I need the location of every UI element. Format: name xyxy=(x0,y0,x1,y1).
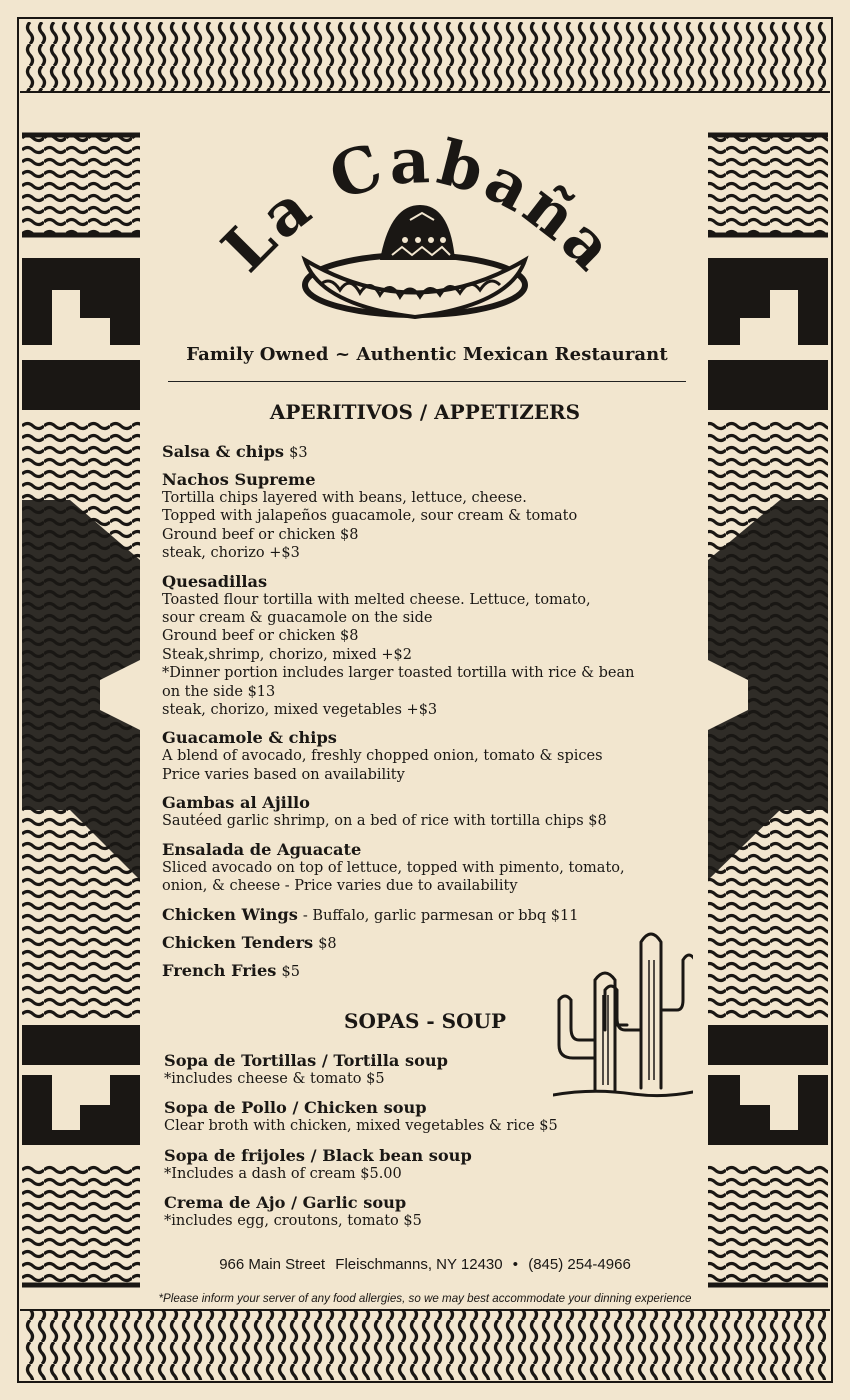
soup-item-name: Sopa de Tortillas / Tortilla soup xyxy=(164,1051,448,1070)
appetizer-item-description: Price varies based on availability xyxy=(162,766,405,783)
appetizer-item xyxy=(162,470,722,563)
right-border-column xyxy=(708,135,828,1285)
allergy-note: *Please inform your server of any food allergies, so we may best accommodate your dinning experience xyxy=(158,1292,692,1305)
appetizer-item-price: $5 xyxy=(281,963,300,980)
appetizer-item-name: Chicken Wings xyxy=(162,904,298,924)
appetizer-item-description: *Dinner portion includes larger toasted tortilla with rice & bean xyxy=(162,665,635,682)
appetizer-item-description: steak, chorizo, mixed vegetables +$3 xyxy=(162,702,438,719)
soup-item-name: Sopa de frijoles / Black bean soup xyxy=(164,1145,472,1165)
appetizer-item-description: steak, chorizo +$3 xyxy=(162,545,300,562)
appetizer-item-price: $3 xyxy=(289,445,308,461)
appetizer-item-name: Chicken Tenders xyxy=(162,932,314,952)
brand-name: La Cabaña xyxy=(207,123,631,287)
appetizer-item xyxy=(162,572,722,720)
appetizer-list xyxy=(162,442,722,989)
appetizer-item-description: on the side $13 xyxy=(162,683,276,700)
soup-item-description: *includes cheese & tomato $5 xyxy=(164,1071,385,1087)
city-address: Fleischmanns, NY 12430 xyxy=(335,1256,503,1273)
appetizer-item-description: Topped with jalapeños guacamole, sour cream & tomato xyxy=(162,508,578,525)
appetizer-item-description: sour cream & guacamole on the side xyxy=(162,610,433,627)
street-address: 966 Main Street xyxy=(219,1256,326,1273)
appetizer-item xyxy=(162,728,722,784)
soup-item-description: *Includes a dash of cream $5.00 xyxy=(164,1165,402,1182)
appetizer-item-description: Tortilla chips layered with beans, lettuce, cheese. xyxy=(162,490,527,506)
appetizer-item-name: Ensalada de Aguacate xyxy=(162,839,362,859)
cactus-icon xyxy=(553,920,693,1100)
soup-item-name: Crema de Ajo / Garlic soup xyxy=(164,1193,407,1213)
appetizer-item xyxy=(162,793,722,830)
appetizer-item-name: Guacamole & chips xyxy=(162,728,337,748)
soups-title: SOPAS - SOUP xyxy=(344,1009,506,1033)
appetizer-item-name: French Fries xyxy=(162,960,277,980)
soup-item-name: Sopa de Pollo / Chicken soup xyxy=(164,1098,427,1118)
sombrero-icon xyxy=(305,205,525,317)
appetizer-item-description: Steak,shrimp, chorizo, mixed +$2 xyxy=(162,646,412,663)
appetizer-item-name: Gambas al Ajillo xyxy=(162,793,310,813)
menu-content xyxy=(160,0,700,1400)
appetizer-item-description: Toasted flour tortilla with melted cheese. Lettuce, tomato, xyxy=(162,591,591,608)
soup-item-description: *includes egg, croutons, tomato $5 xyxy=(164,1213,422,1230)
appetizers-title: APERITIVOS / APPETIZERS xyxy=(269,400,581,424)
soup-item-description: Clear broth with chicken, mixed vegetables & rice $5 xyxy=(164,1118,558,1135)
soup-item xyxy=(164,1098,724,1135)
appetizer-item-description: Sautéed garlic shrimp, on a bed of rice with tortilla chips $8 xyxy=(162,813,607,830)
separator: • xyxy=(512,1256,519,1273)
appetizer-item-description: Ground beef or chicken $8 xyxy=(162,628,359,645)
appetizer-item xyxy=(162,840,722,896)
soup-item xyxy=(164,1193,724,1230)
phone-number: (845) 254-4966 xyxy=(528,1256,631,1273)
appetizer-item-price: $8 xyxy=(318,935,337,952)
appetizer-item-name: Quesadillas xyxy=(162,571,268,591)
soup-item xyxy=(164,1146,724,1183)
appetizer-item-description: onion, & cheese - Price varies due to availability xyxy=(162,878,518,895)
address-line xyxy=(160,1256,690,1273)
appetizer-item xyxy=(162,442,722,461)
appetizer-item-name: Nachos Supreme xyxy=(162,470,316,489)
la-cabana-logo xyxy=(190,110,640,350)
appetizer-item-description: Sliced avocado on top of lettuce, topped with pimento, tomato, xyxy=(162,859,625,876)
divider xyxy=(168,381,686,382)
tagline: Family Owned ~ Authentic Mexican Restaurant xyxy=(186,344,668,365)
appetizer-item-price: - Buffalo, garlic parmesan or bbq $11 xyxy=(302,907,579,924)
appetizer-item-description: A blend of avocado, freshly chopped onion, tomato & spices xyxy=(162,748,603,765)
left-border-column xyxy=(22,135,140,1285)
appetizer-item-description: Ground beef or chicken $8 xyxy=(162,526,359,543)
appetizer-item-name: Salsa & chips xyxy=(162,442,285,461)
